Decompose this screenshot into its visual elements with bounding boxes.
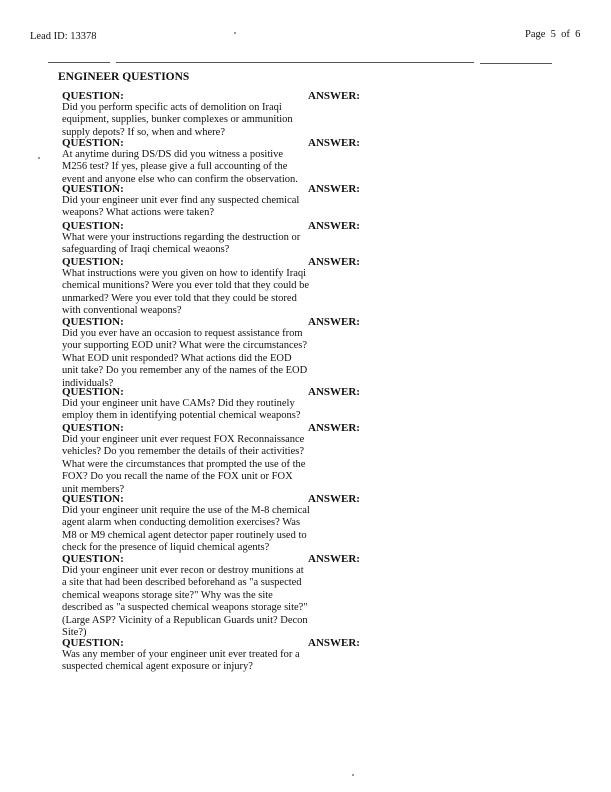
- page-label: Page: [525, 29, 546, 40]
- question-text: What instructions were you given on how to identify Iraqi chemical munitions? Were you ever told that they could be unmarked? Were you ever told that they could be stored with conventional weapons?: [62, 268, 310, 317]
- qa-item-10: [62, 553, 372, 639]
- qa-item-6: [62, 316, 372, 390]
- scan-speck: [352, 774, 354, 776]
- page-indicator: [525, 29, 580, 40]
- qa-item-8: [62, 422, 372, 496]
- question-label: QUESTION:: [62, 637, 124, 649]
- answer-label: ANSWER:: [308, 316, 360, 328]
- question-label: QUESTION:: [62, 256, 124, 268]
- question-text: Did your engineer unit have CAMs? Did they routinely employ them in identifying potential chemical weapons?: [62, 398, 301, 422]
- question-label: QUESTION:: [62, 137, 124, 149]
- top-rule-right: [480, 63, 552, 64]
- question-text: Did your engineer unit require the use of the M-8 chemical agent alarm when conducting demolition exercises? Was M8 or M9 chemical agent detector paper routinely used to check for the presence of liquid chemical agents?: [62, 505, 310, 554]
- question-text: At anytime during DS/DS did you witness a positive M256 test? If yes, please give a full accounting of the event and anyone else who can confirm the observation.: [62, 149, 298, 185]
- question-label: QUESTION:: [62, 316, 124, 328]
- question-label: QUESTION:: [62, 220, 124, 232]
- question-label: QUESTION:: [62, 422, 124, 434]
- qa-item-1: [62, 90, 372, 139]
- qa-item-3: [62, 183, 372, 220]
- qa-item-2: [62, 137, 372, 186]
- answer-label: ANSWER:: [308, 90, 360, 102]
- answer-label: ANSWER:: [308, 220, 360, 232]
- lead-id: Lead ID: 13378: [30, 31, 97, 42]
- answer-label: ANSWER:: [308, 637, 360, 649]
- question-label: QUESTION:: [62, 493, 124, 505]
- question-label: QUESTION:: [62, 386, 124, 398]
- question-label: QUESTION:: [62, 183, 124, 195]
- question-text: What were your instructions regarding the destruction or safeguarding of Iraqi chemical weaons?: [62, 232, 301, 256]
- page-number: 5: [550, 29, 556, 40]
- page-of: of: [561, 29, 570, 40]
- answer-label: ANSWER:: [308, 493, 360, 505]
- question-label: QUESTION:: [62, 90, 124, 102]
- answer-label: ANSWER:: [308, 183, 360, 195]
- top-rule-mid: [116, 62, 474, 63]
- qa-item-4: [62, 220, 372, 257]
- scan-speck: [234, 32, 236, 34]
- question-text: Did your engineer unit ever recon or destroy munitions at a site that had been described beforehand as "a suspected chemical weapons storage site?" Why was the site described as "a suspected chemical weapons storage site?" (Large ASP? Vicinity of a Republican Guards unit? Decon Site?): [62, 565, 308, 639]
- qa-item-9: [62, 493, 372, 555]
- answer-label: ANSWER:: [308, 422, 360, 434]
- answer-label: ANSWER:: [308, 137, 360, 149]
- question-text: Was any member of your engineer unit ever treated for a suspected chemical agent exposure or injury?: [62, 649, 300, 673]
- qa-item-11: [62, 637, 372, 674]
- question-label: QUESTION:: [62, 553, 124, 565]
- question-text: Did your engineer unit ever request FOX Reconnaissance vehicles? Do you remember the details of their activities? What were the circumstances that prompted the use of the FOX? Do you recall the name of the FOX unit or FOX unit members?: [62, 434, 306, 495]
- answer-label: ANSWER:: [308, 256, 360, 268]
- top-rule-left: [48, 62, 110, 63]
- answer-label: ANSWER:: [308, 553, 360, 565]
- question-text: Did you perform specific acts of demolition on Iraqi equipment, supplies, bunker complexes or ammunition supply depots? If so, when and where?: [62, 102, 293, 138]
- scan-speck: [38, 157, 40, 159]
- question-text: Did you ever have an occasion to request assistance from your supporting EOD unit? What were the circumstances? What EOD unit responded? What actions did the EOD unit take? Do you remember any of the names of the EOD individuals?: [62, 328, 308, 389]
- qa-item-7: [62, 386, 372, 423]
- page-total: 6: [575, 29, 581, 40]
- qa-item-5: [62, 256, 372, 318]
- answer-label: ANSWER:: [308, 386, 360, 398]
- section-title: ENGINEER QUESTIONS: [58, 71, 190, 83]
- question-text: Did your engineer unit ever find any suspected chemical weapons? What actions were taken?: [62, 195, 300, 219]
